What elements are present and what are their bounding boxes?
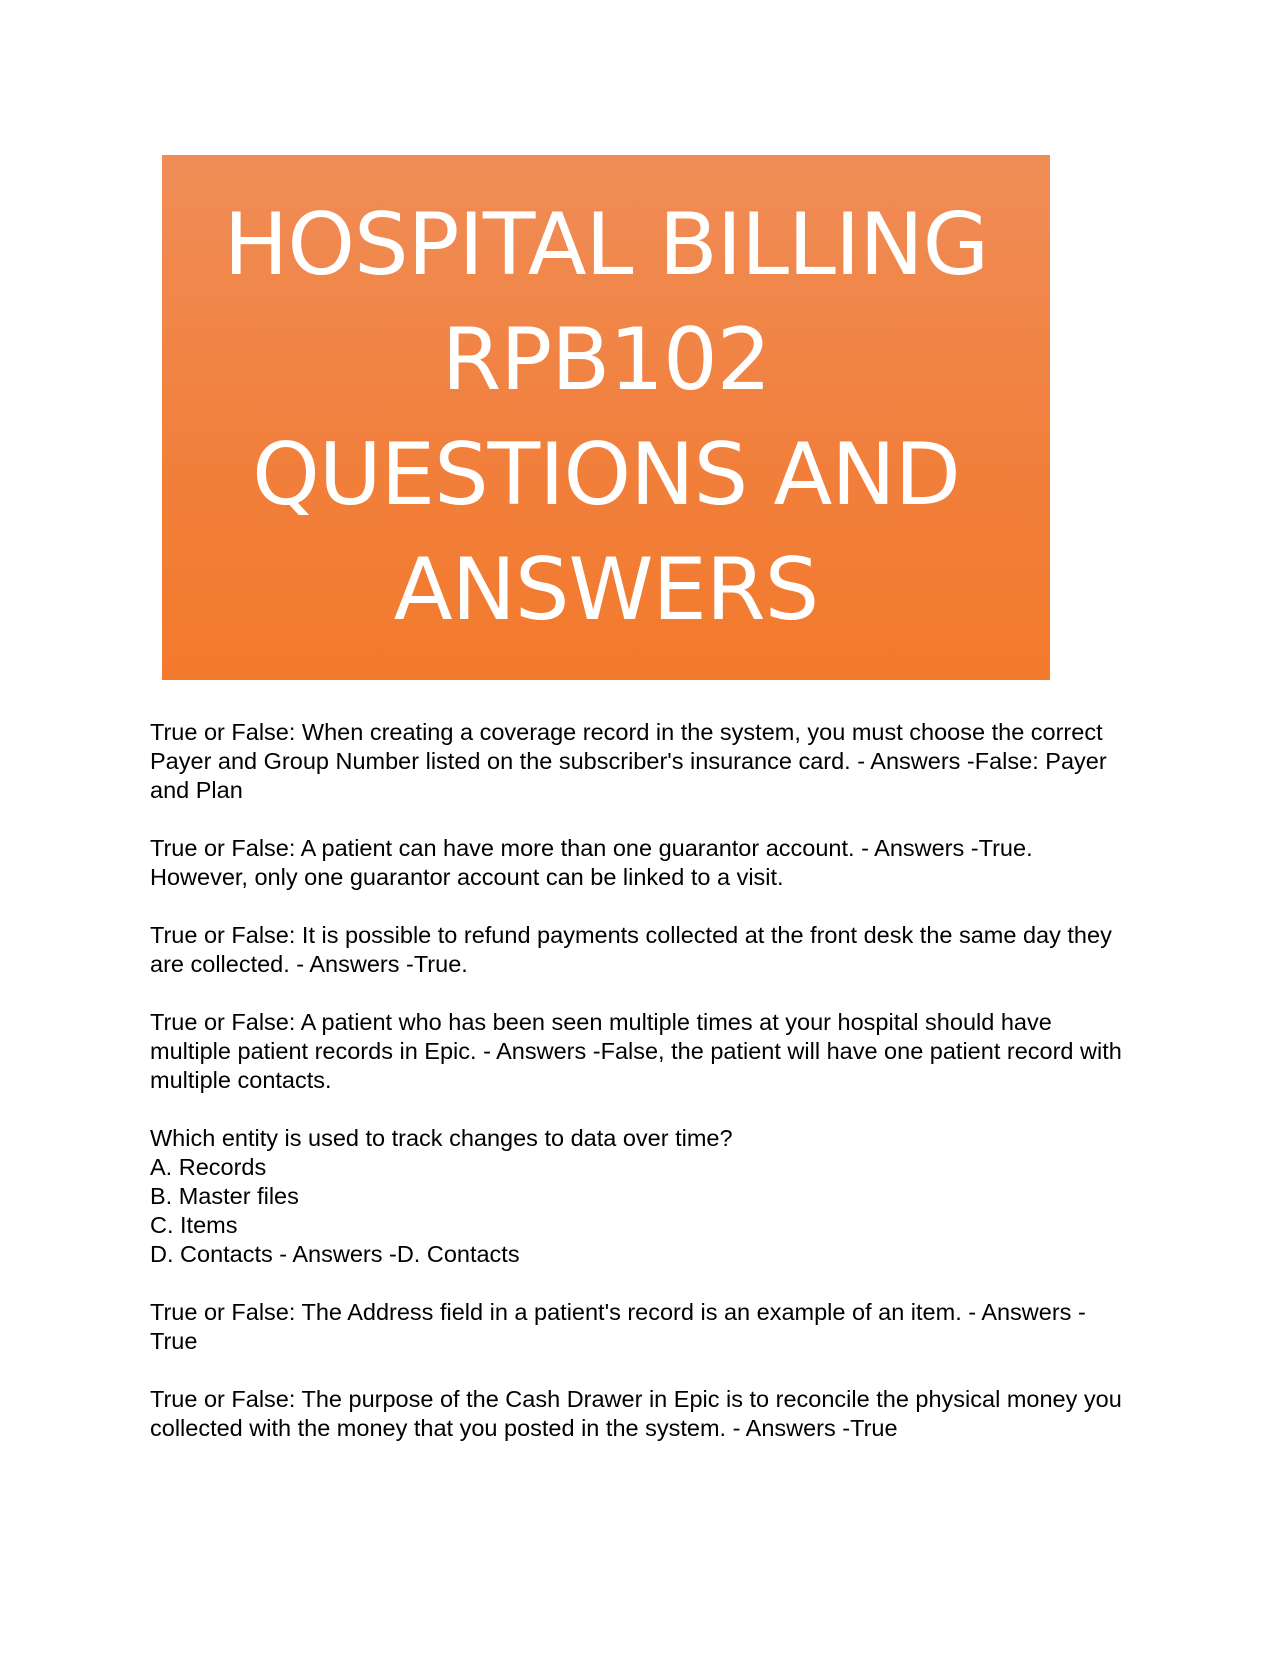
multiple-choice-item xyxy=(150,1124,1130,1269)
qa-list xyxy=(150,718,1130,1472)
qa-text: True or False: A patient can have more than one guarantor account. - Answers -True. However, only one guarantor account can be linked to a visit. xyxy=(150,835,1033,890)
title-line-3: QUESTIONS AND xyxy=(252,424,960,525)
title-line-2: RPB102 xyxy=(441,309,771,410)
qa-item xyxy=(150,718,1130,805)
qa-item xyxy=(150,1008,1130,1095)
qa-text: True or False: It is possible to refund payments collected at the front desk the same day they are collected. - Answers -True. xyxy=(150,922,1112,977)
document-title xyxy=(162,188,1050,648)
qa-item xyxy=(150,1385,1130,1443)
mc-option: C. Items xyxy=(150,1212,238,1238)
qa-text: True or False: When creating a coverage record in the system, you must choose the correct Payer and Group Number listed on the subscriber's insurance card. - Answers -False: Payer and Plan xyxy=(150,719,1107,803)
mc-question: Which entity is used to track changes to data over time? xyxy=(150,1125,733,1151)
qa-item xyxy=(150,834,1130,892)
title-line-4: ANSWERS xyxy=(393,539,819,640)
mc-option: B. Master files xyxy=(150,1183,299,1209)
mc-option: A. Records xyxy=(150,1154,267,1180)
qa-text: True or False: A patient who has been seen multiple times at your hospital should have multiple patient records in Epic. - Answers -False, the patient will have one patient record with multiple contacts. xyxy=(150,1009,1122,1093)
qa-text: True or False: The purpose of the Cash Drawer in Epic is to reconcile the physical money you collected with the money that you posted in the system. - Answers -True xyxy=(150,1386,1122,1441)
qa-item xyxy=(150,1298,1130,1356)
mc-option-with-answer: D. Contacts - Answers -D. Contacts xyxy=(150,1241,520,1267)
qa-text: True or False: The Address field in a patient's record is an example of an item. - Answers -True xyxy=(150,1299,1086,1354)
title-banner xyxy=(162,155,1050,680)
title-line-1: HOSPITAL BILLING xyxy=(223,194,989,295)
qa-item xyxy=(150,921,1130,979)
